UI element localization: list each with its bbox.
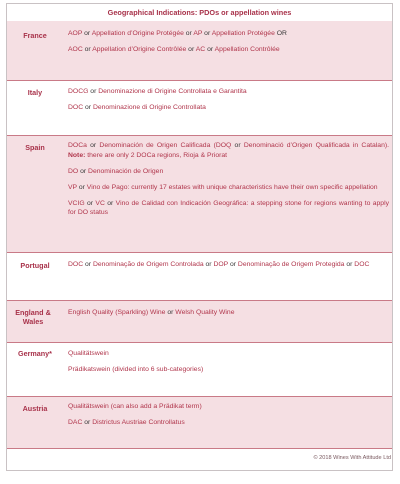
appellation-term: AOP <box>68 30 83 37</box>
appellation-list <box>68 29 389 61</box>
appellation-term: Prädikatswein (divided into 6 sub-categories) <box>68 366 204 373</box>
appellation-list <box>68 87 389 119</box>
appellation-term: Appellation Protégée <box>211 30 277 37</box>
table-row <box>7 136 392 253</box>
appellation-term: Welsh Quality Wine <box>175 309 235 316</box>
connector-text: or <box>165 309 176 316</box>
connector-text: or <box>82 46 93 53</box>
connector-text: or <box>88 88 99 95</box>
appellation-line <box>68 45 389 55</box>
appellation-list <box>68 402 389 434</box>
appellation-term: Denominazione di Origine Controllata <box>92 104 206 111</box>
appellation-term: VP <box>68 183 77 191</box>
connector-text: or <box>203 261 214 268</box>
appellation-term: VCIG <box>68 199 85 207</box>
appellation-term: there are only 2 DOCa regions, Rioja & Priorat <box>85 151 228 159</box>
connector-text: or <box>83 261 93 268</box>
appellation-term: DOC <box>68 261 84 268</box>
appellation-line <box>68 199 389 218</box>
table-title: Geographical Indications: PDOs or appellation wines <box>7 4 392 22</box>
connector-text: or <box>82 419 93 426</box>
country-name: England & Wales <box>15 308 51 326</box>
appellation-term: DOCG <box>68 88 89 95</box>
connector-text: or <box>104 199 116 207</box>
appellation-term: DOC <box>68 104 84 111</box>
copyright-footer: © 2018 Wines With Attitude Ltd <box>313 455 391 461</box>
appellation-term: Districtus Austriae Controllatus <box>92 419 185 426</box>
appellation-table <box>6 3 393 471</box>
connector-text: or <box>231 142 244 149</box>
table-row <box>7 301 392 343</box>
appellation-term: Vino de Calidad con Indicación Geográfica: a stepping stone for regions wanting to apply for DO status <box>68 199 389 216</box>
table-row <box>7 81 392 136</box>
appellation-term: Denominação de Origem Controlada <box>92 261 204 268</box>
connector-text: OR <box>276 30 287 37</box>
appellation-term: DOP <box>213 261 229 268</box>
connector-text: or <box>86 142 100 149</box>
appellation-term: Vino de Pago: currently 17 estates with unique characteristics have their own specific appellation <box>86 183 378 191</box>
appellation-term: Qualitätswein (can also add a Prädikat term) <box>68 403 202 410</box>
appellation-line <box>68 260 389 270</box>
connector-text: or <box>228 261 238 268</box>
appellation-line <box>68 418 389 428</box>
appellation-line <box>68 141 389 160</box>
appellation-term: AP <box>193 30 203 37</box>
appellation-list <box>68 308 389 324</box>
connector-text: or <box>78 167 89 175</box>
appellation-term: English Quality (Sparkling) Wine <box>68 309 166 316</box>
appellation-list <box>68 349 389 381</box>
connector-text: or <box>202 30 212 37</box>
appellation-term: DOCa <box>68 142 87 149</box>
appellation-line <box>68 349 389 359</box>
appellation-term: Qualitätswein <box>68 350 109 357</box>
appellation-term: Appellation d’Origine Contrôlée <box>92 46 187 53</box>
appellation-term: Denominación de Origen <box>88 167 164 175</box>
country-name: Italy <box>27 88 43 97</box>
table-row <box>7 343 392 397</box>
appellation-term: AOC <box>68 46 83 53</box>
appellation-line <box>68 183 389 193</box>
connector-text: or <box>83 104 93 111</box>
table-row <box>7 397 392 449</box>
connector-text: or <box>183 30 194 37</box>
connector-text: or <box>344 261 355 268</box>
connector-text: or <box>76 183 87 191</box>
connector-text: or <box>84 199 96 207</box>
country-name: Portugal <box>20 261 50 270</box>
appellation-term: Denominazione di Origine Controllata e Garantita <box>98 88 247 95</box>
appellation-line <box>68 103 389 113</box>
appellation-list <box>68 141 389 224</box>
appellation-line <box>68 87 389 97</box>
appellation-term: Denominação de Origem Protegida <box>237 261 345 268</box>
connector-text: or <box>82 30 92 37</box>
appellation-term: Appellation Contrôlée <box>214 46 280 53</box>
appellation-term: Denominación de Origen Calificada (DOQ <box>99 142 232 149</box>
connector-text: or <box>186 46 196 53</box>
appellation-term: Appellation d’Origine Protégée <box>91 30 184 37</box>
appellation-term: DAC <box>68 419 83 426</box>
connector-text: or <box>205 46 215 53</box>
table-row <box>7 21 392 81</box>
appellation-line <box>68 167 389 177</box>
appellation-list <box>68 260 389 276</box>
country-name: Austria <box>22 404 48 413</box>
appellation-term: AC <box>195 46 206 53</box>
country-name: France <box>23 31 47 40</box>
appellation-term: Denominació d’Origen Qualificada in Catalan). <box>243 142 389 149</box>
appellation-term: DO <box>68 167 79 175</box>
appellation-line <box>68 402 389 412</box>
appellation-term: Note: <box>68 151 86 159</box>
appellation-term: DOC <box>354 261 370 268</box>
appellation-line <box>68 308 389 318</box>
country-name: Spain <box>25 143 45 152</box>
country-name: Germany* <box>18 349 52 358</box>
table-row <box>7 253 392 301</box>
appellation-line <box>68 29 389 39</box>
appellation-term: VC <box>95 199 105 207</box>
appellation-line <box>68 365 389 375</box>
